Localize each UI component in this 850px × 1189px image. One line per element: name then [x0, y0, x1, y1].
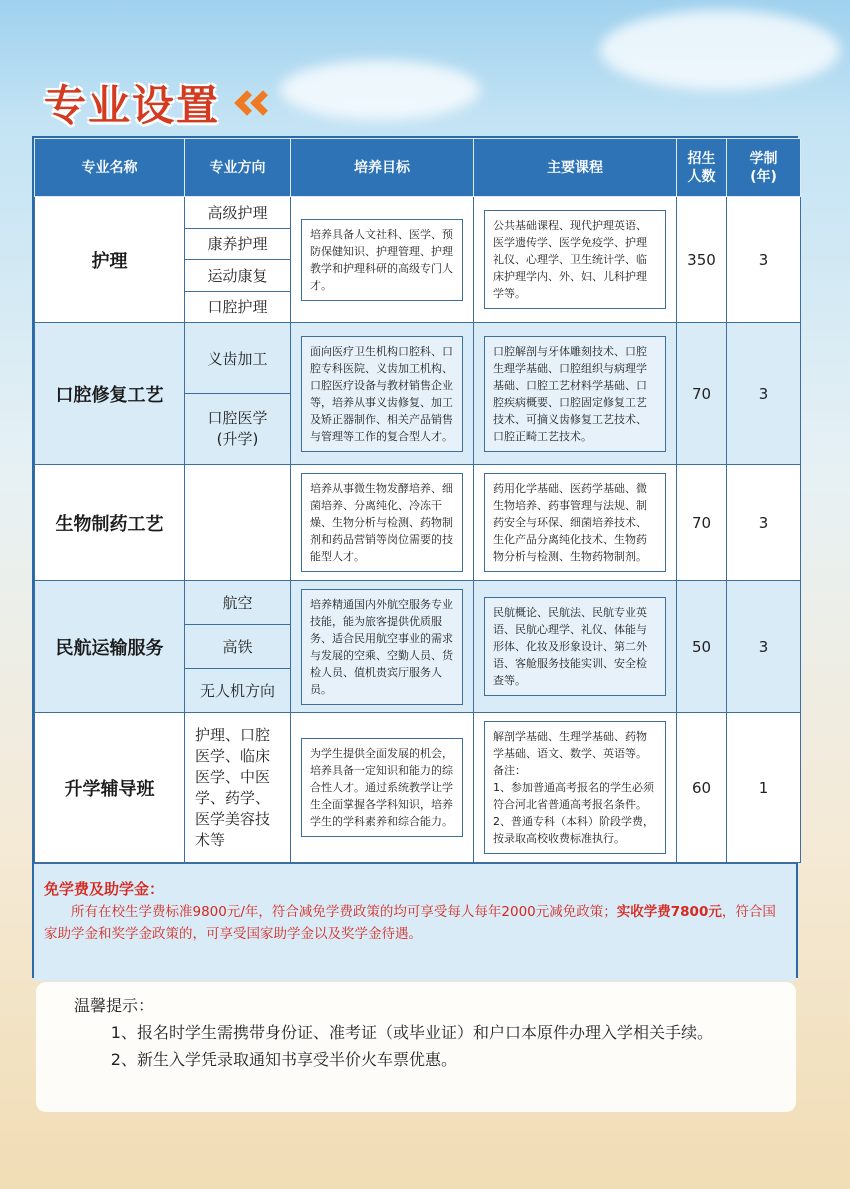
page-title: 专业设置 [44, 81, 221, 130]
tips-item: 1、报名时学生需携带身份证、准考证（或毕业证）和户口本原件办理入学相关手续。 [110, 1023, 713, 1042]
direction-item: 口腔医学 (升学) [207, 409, 268, 448]
courses-text: 公共基础课程、现代护理英语、医学遗传学、医学免疫学、护理礼仪、心理学、卫生统计学、临床护理学内、外、妇、儿科护理学等。 [484, 210, 666, 309]
goal-cell [291, 581, 474, 713]
goal-cell [291, 323, 474, 465]
table-row [35, 197, 801, 323]
table-row [35, 713, 801, 863]
aid-highlight: 实收学费7800元 [616, 904, 722, 920]
enroll-count: 70 [677, 465, 727, 581]
direction-cell [185, 197, 291, 323]
direction-item: 口腔护理 [207, 298, 268, 317]
years-count: 3 [727, 581, 801, 713]
major-name: 升学辅导班 [35, 713, 185, 863]
col-header-enroll: 招生 人数 [677, 139, 727, 197]
courses-text: 药用化学基础、医药学基础、微生物培养、药事管理与法规、制药安全与环保、细菌培养技术、生化产品分离纯化技术、生物药物分析与检测、生物药物制剂。 [484, 473, 666, 572]
direction-item: 高铁 [185, 625, 290, 669]
courses-cell [474, 323, 677, 465]
col-header-courses: 主要课程 [474, 139, 677, 197]
goal-text: 培养精通国内外航空服务专业技能，能为旅客提供优质服务、适合民用航空事业的需求与发展的空乘、空勤人员、货检人员、值机贵宾厅服务人员。 [301, 589, 463, 705]
enroll-count: 350 [677, 197, 727, 323]
direction-item: 康养护理 [185, 229, 290, 261]
aid-text: 所有在校生学费标准9800元/年，符合减免学费政策的均可享受每人每年2000元减免政策；实收学费7800元，符合国家助学金和奖学金政策的，可享受国家助学金以及奖学金待遇。 [44, 904, 776, 942]
direction-cell [185, 581, 291, 713]
goal-cell [291, 465, 474, 581]
courses-cell [474, 713, 677, 863]
direction-cell [185, 323, 291, 465]
tips-heading: 温馨提示： [74, 996, 155, 1015]
direction-item: 运动康复 [185, 260, 290, 292]
table-header-row [35, 139, 801, 197]
enroll-count: 50 [677, 581, 727, 713]
col-header-direction: 专业方向 [185, 139, 291, 197]
page-header [44, 78, 270, 128]
direction-item: 高级护理 [185, 197, 290, 229]
table-row [35, 581, 801, 713]
courses-cell [474, 581, 677, 713]
direction-item: 义齿加工 [185, 323, 290, 394]
direction-cell [185, 465, 291, 581]
col-header-major: 专业名称 [35, 139, 185, 197]
major-name: 口腔修复工艺 [35, 323, 185, 465]
table-row [35, 323, 801, 465]
enroll-count: 70 [677, 323, 727, 465]
tuition-aid-section [34, 863, 796, 981]
courses-cell [474, 197, 677, 323]
tips-box [36, 982, 796, 1112]
aid-title: 免学费及助学金： [44, 880, 165, 898]
years-count: 3 [727, 197, 801, 323]
direction-item: 无人机方向 [199, 682, 275, 700]
col-header-goal: 培养目标 [291, 139, 474, 197]
goal-cell [291, 197, 474, 323]
years-count: 1 [727, 713, 801, 863]
table-row [35, 465, 801, 581]
direction-item: 航空 [185, 581, 290, 625]
major-name: 民航运输服务 [35, 581, 185, 713]
majors-panel [32, 136, 798, 978]
major-name: 护理 [35, 197, 185, 323]
courses-text: 民航概论、民航法、民航专业英语、民航心理学、礼仪、体能与形体、化妆及形象设计、第二外语、客舱服务技能实训、安全检查等。 [484, 597, 666, 696]
courses-cell [474, 465, 677, 581]
courses-text: 口腔解剖与牙体雕刻技术、口腔生理学基础、口腔组织与病理学基础、口腔工艺材料学基础、口腔疾病概要、口腔固定修复工艺技术、可摘义齿修复工艺技术、口腔正畸工艺技术。 [484, 336, 666, 452]
direction-text: 护理、口腔医学、临床医学、中医学、药学、医学美容技术等 [185, 713, 291, 863]
chevron-left-icon [238, 94, 270, 112]
goal-cell [291, 713, 474, 863]
enroll-count: 60 [677, 713, 727, 863]
major-name: 生物制药工艺 [35, 465, 185, 581]
cloud-decoration [280, 60, 480, 120]
col-header-years: 学制 (年) [727, 139, 801, 197]
cloud-decoration [600, 10, 840, 90]
courses-text: 解剖学基础、生理学基础、药物学基础、语文、数学、英语等。 备注： 1、参加普通高考报名的学生必须符合河北省普通高考报名条件。 2、普通专科（本科）阶段学费，按录取高校收费标准执行。 [484, 721, 666, 854]
years-count: 3 [727, 465, 801, 581]
goal-text: 面向医疗卫生机构口腔科、口腔专科医院、义齿加工机构、口腔医疗设备与教材销售企业等，培养从事义齿修复、加工及矫正器制作、相关产品销售与管理等工作的复合型人才。 [301, 336, 463, 452]
goal-text: 为学生提供全面发展的机会，培养具备一定知识和能力的综合性人才。通过系统教学让学生全面掌握各学科知识，培养学生的学科素养和综合能力。 [301, 738, 463, 837]
years-count: 3 [727, 323, 801, 465]
goal-text: 培养从事微生物发酵培养、细菌培养、分离纯化、冷冻干燥、生物分析与检测、药物制剂和药品营销等岗位需要的技能型人才。 [301, 473, 463, 572]
tips-item: 2、新生入学凭录取通知书享受半价火车票优惠。 [110, 1050, 457, 1069]
goal-text: 培养具备人文社科、医学、预防保健知识、护理管理、护理教学和护理科研的高级专门人才。 [301, 219, 463, 301]
majors-table [34, 138, 801, 863]
